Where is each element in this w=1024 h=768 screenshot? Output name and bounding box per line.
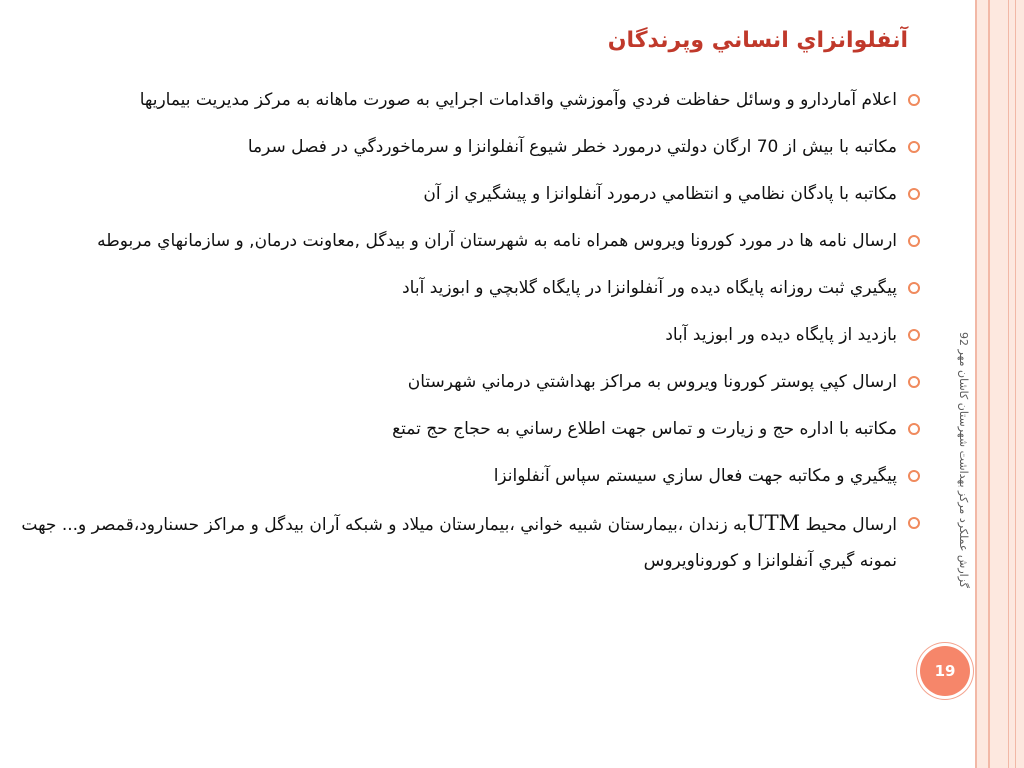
side-caption: گزارش عملکرد مرکز بهداشت شهرستان کاشان مهر 92 <box>957 331 970 588</box>
bullet-item <box>14 223 922 259</box>
bullet-list <box>14 82 922 590</box>
circle-bullet-icon <box>908 376 920 388</box>
bullet-item <box>14 317 922 353</box>
bullet-item <box>14 176 922 212</box>
stripe-line <box>975 0 977 768</box>
bullet-item-utm <box>14 505 922 579</box>
bullet-text: اعلام آماردارو و وسائل حفاظت فردي وآموزشي واقدامات اجرايي به صورت ماهانه به مرکز مديريت بيماريها <box>139 90 897 110</box>
utm-label: UTM <box>746 511 801 535</box>
bullet-item <box>14 411 922 447</box>
bullet-text: بازديد از پايگاه ديده ور ابوزيد آباد <box>665 325 897 345</box>
bullet-text-prefix: ارسال محيط <box>800 515 897 535</box>
bullet-text: مکاتبه با بيش از 70 ارگان دولتي درمورد خطر شيوع آنفلوانزا و سرماخوردگي در فصل سرما <box>247 137 897 157</box>
circle-bullet-icon <box>908 94 920 106</box>
bullet-item <box>14 364 922 400</box>
slide-title: آنفلوانزاي انساني وپرندگان <box>607 28 908 53</box>
circle-bullet-icon <box>908 235 920 247</box>
bullet-item <box>14 129 922 165</box>
stripe-line <box>1008 0 1009 768</box>
circle-bullet-icon <box>908 188 920 200</box>
bullet-text-suffix: به زندان ،بيمارستان شبيه خواني ،بيمارستان ميلاد و شبکه آران بيدگل و مراکز حسنارود،قمصر و... جهت نمونه گيري آنفلوانزا و کوروناويروس <box>21 515 897 571</box>
circle-bullet-icon <box>908 329 920 341</box>
right-decorative-stripes <box>975 0 1024 768</box>
circle-bullet-icon <box>908 141 920 153</box>
bullet-text: پيگيري و مکاتبه جهت فعال سازي سيستم سپاس آنفلوانزا <box>493 466 897 486</box>
bullet-item <box>14 82 922 118</box>
stripe-line <box>988 0 990 768</box>
circle-bullet-icon <box>908 423 920 435</box>
circle-bullet-icon <box>908 470 920 482</box>
circle-bullet-icon <box>908 282 920 294</box>
bullet-item <box>14 270 922 306</box>
stripe-line <box>1015 0 1016 768</box>
page-number-badge: 19 <box>920 646 970 696</box>
bullet-text: مکاتبه با پادگان نظامي و انتظامي درمورد آنفلوانزا و پيشگيري از آن <box>423 184 897 204</box>
bullet-text: پيگيري ثبت روزانه پايگاه ديده ور آنفلوانزا در پايگاه گلابچي و ابوزيد آباد <box>402 278 897 298</box>
bullet-text: ارسال نامه ها در مورد کورونا ويروس همراه نامه به شهرستان آران و بيدگل ,معاونت درمان, و سازمانهاي مربوطه <box>97 231 897 251</box>
bullet-text: مکاتبه با اداره حج و زيارت و تماس جهت اطلاع رساني به حجاج حج تمتع <box>392 419 897 439</box>
circle-bullet-icon <box>908 517 920 529</box>
bullet-item <box>14 458 922 494</box>
bullet-text: ارسال کپي پوستر کورونا ويروس به مراکز بهداشتي درماني شهرستان <box>407 372 897 392</box>
